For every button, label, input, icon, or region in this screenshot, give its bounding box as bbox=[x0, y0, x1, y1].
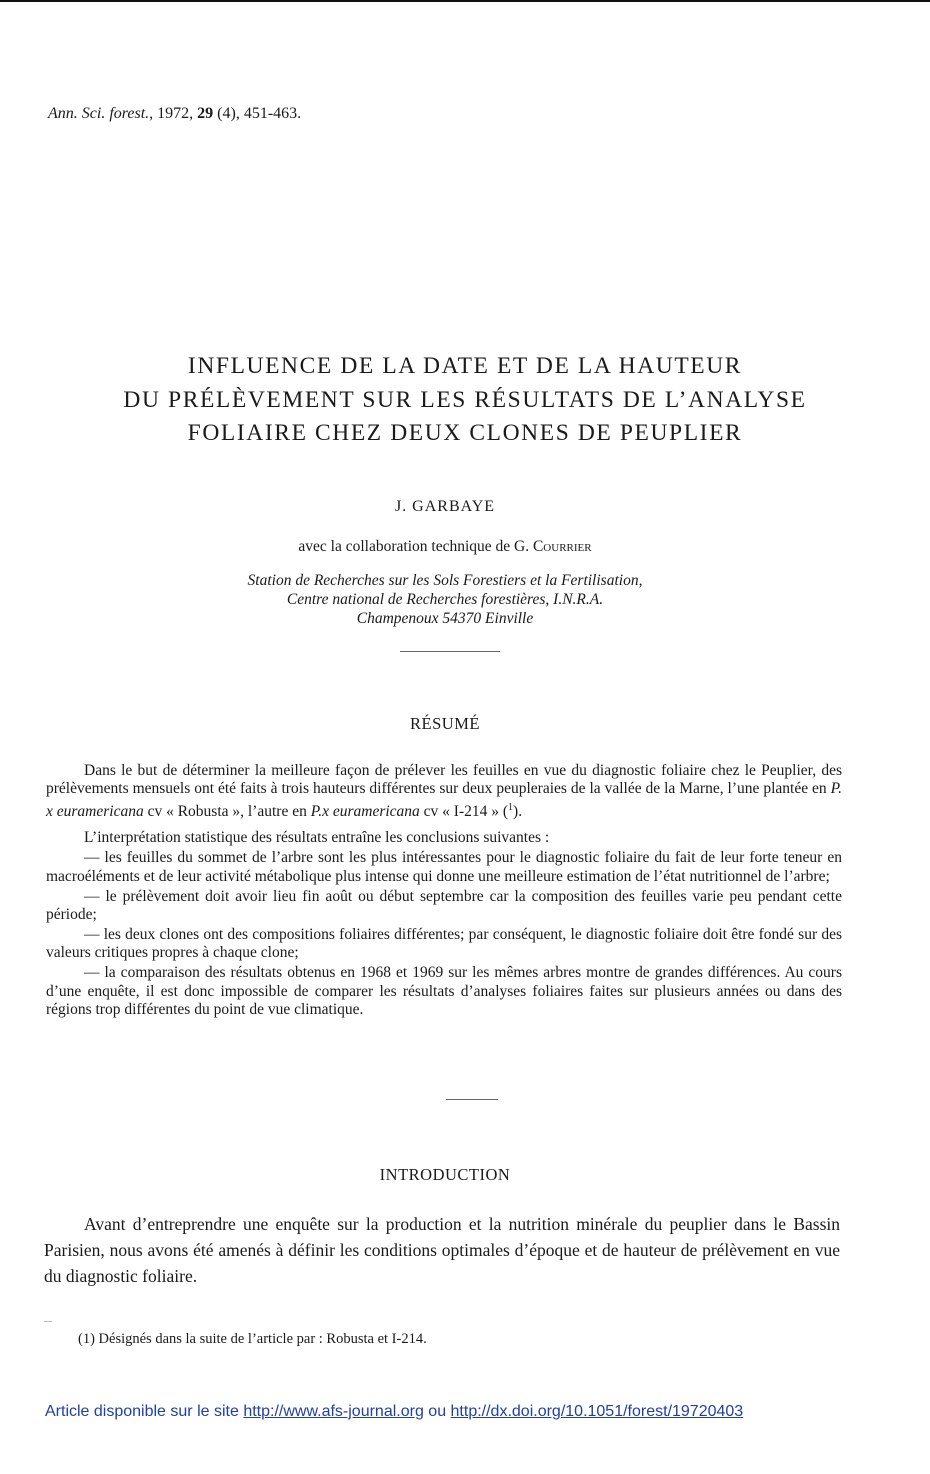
resume-heading: RÉSUMÉ bbox=[410, 714, 480, 733]
citation-year: , 1972, bbox=[149, 105, 194, 122]
journal-site-link[interactable]: http://www.afs-journal.org bbox=[243, 1403, 424, 1420]
citation-volume: 29 bbox=[197, 105, 214, 122]
section-separator bbox=[446, 1099, 498, 1100]
introduction-body bbox=[44, 1211, 840, 1289]
collaboration-credit bbox=[0, 538, 890, 556]
title-line: INFLUENCE DE LA DATE ET DE LA HAUTEUR bbox=[187, 353, 743, 379]
affiliation-line: Centre national de Recherches forestières, I.N.R.A. bbox=[286, 591, 604, 608]
title-line: DU PRÉLÈVEMENT SUR LES RÉSULTATS DE L’ANALYSE bbox=[123, 386, 807, 413]
title-line: FOLIAIRE CHEZ DEUX CLONES DE PEUPLIER bbox=[187, 420, 743, 446]
section-separator bbox=[400, 651, 500, 652]
introduction-heading: INTRODUCTION bbox=[379, 1165, 511, 1184]
collaborator-name: Courrier bbox=[532, 538, 592, 555]
footer-prefix: Article disponible sur le site bbox=[45, 1403, 244, 1420]
species-name: P. x euramericana bbox=[46, 780, 842, 820]
availability-footer bbox=[45, 1403, 743, 1421]
journal-name: Ann. Sci. forest. bbox=[48, 105, 150, 122]
species-name: P.x euramericana bbox=[310, 802, 420, 820]
affiliation-line: Station de Recherches sur les Sols Forestiers et la Fertilisation, bbox=[247, 572, 643, 589]
resume-paragraph: — les feuilles du sommet de l’arbre sont les plus intéressantes pour le diagnostic foliaire du fait de leur forte teneur en macroéléments et de leur activité métabolique plus intense qui donne une meilleure estimation de l’état nutritionnel de l’arbre; bbox=[46, 849, 842, 885]
resume-paragraph: L’interprétation statistique des résultats entraîne les conclusions suivantes : bbox=[84, 829, 550, 847]
footnote-rule bbox=[44, 1321, 52, 1322]
footnote: (1) Désignés dans la suite de l’article par : Robusta et I-214. bbox=[78, 1331, 427, 1347]
resume-paragraph: — la comparaison des résultats obtenus en 1968 et 1969 sur les mêmes arbres montre de grandes différences. Au cours d’une enquête, il est donc impossible de comparer les résultats d’analyses foliaires faites sur plusieurs années ou dans des régions trop différentes du point de vue climatique. bbox=[46, 964, 842, 1019]
affiliation bbox=[0, 571, 890, 628]
doi-link[interactable]: http://dx.doi.org/10.1051/forest/19720403 bbox=[450, 1403, 744, 1420]
page-top-rule bbox=[0, 0, 930, 2]
footer-middle: ou bbox=[423, 1403, 451, 1420]
article-title bbox=[40, 350, 890, 451]
author-name: J. GARBAYE bbox=[394, 498, 496, 515]
resume-paragraph: — le prélèvement doit avoir lieu fin août ou début septembre car la composition des feuilles varie peu pendant cette période; bbox=[46, 887, 842, 923]
affiliation-line: Champenoux 54370 Einville bbox=[356, 610, 534, 627]
resume-body bbox=[46, 762, 842, 1019]
journal-citation bbox=[48, 105, 301, 123]
resume-paragraph: — les deux clones ont des compositions foliaires différentes; par conséquent, le diagnostic foliaire doit être fondé sur des valeurs critiques propres à chaque clone; bbox=[46, 925, 842, 962]
footnote-ref: 1 bbox=[508, 801, 514, 813]
introduction-paragraph: Avant d’entreprendre une enquête sur la production et la nutrition minérale du peuplier dans le Bassin Parisien, nous avons été amenés à définir les conditions optimales d’époque et de hauteur de prélèvement en vue du diagnostic foliaire. bbox=[44, 1214, 840, 1286]
citation-pages: (4), 451-463. bbox=[217, 105, 302, 122]
collaboration-prefix: avec la collaboration technique de G. bbox=[298, 538, 530, 555]
resume-paragraph: Dans le but de déterminer la meilleure façon de prélever les feuilles en vue du diagnostic foliaire chez le Peuplier, des prélèvements mensuels ont été faits à trois hauteurs différentes sur deux peupleraies de la vallée de la Marne, l’une plantée en P. x euramericana cv « Robusta », l’autre en P.x euramericana cv « I-214 » ($^1$). bbox=[46, 762, 842, 820]
